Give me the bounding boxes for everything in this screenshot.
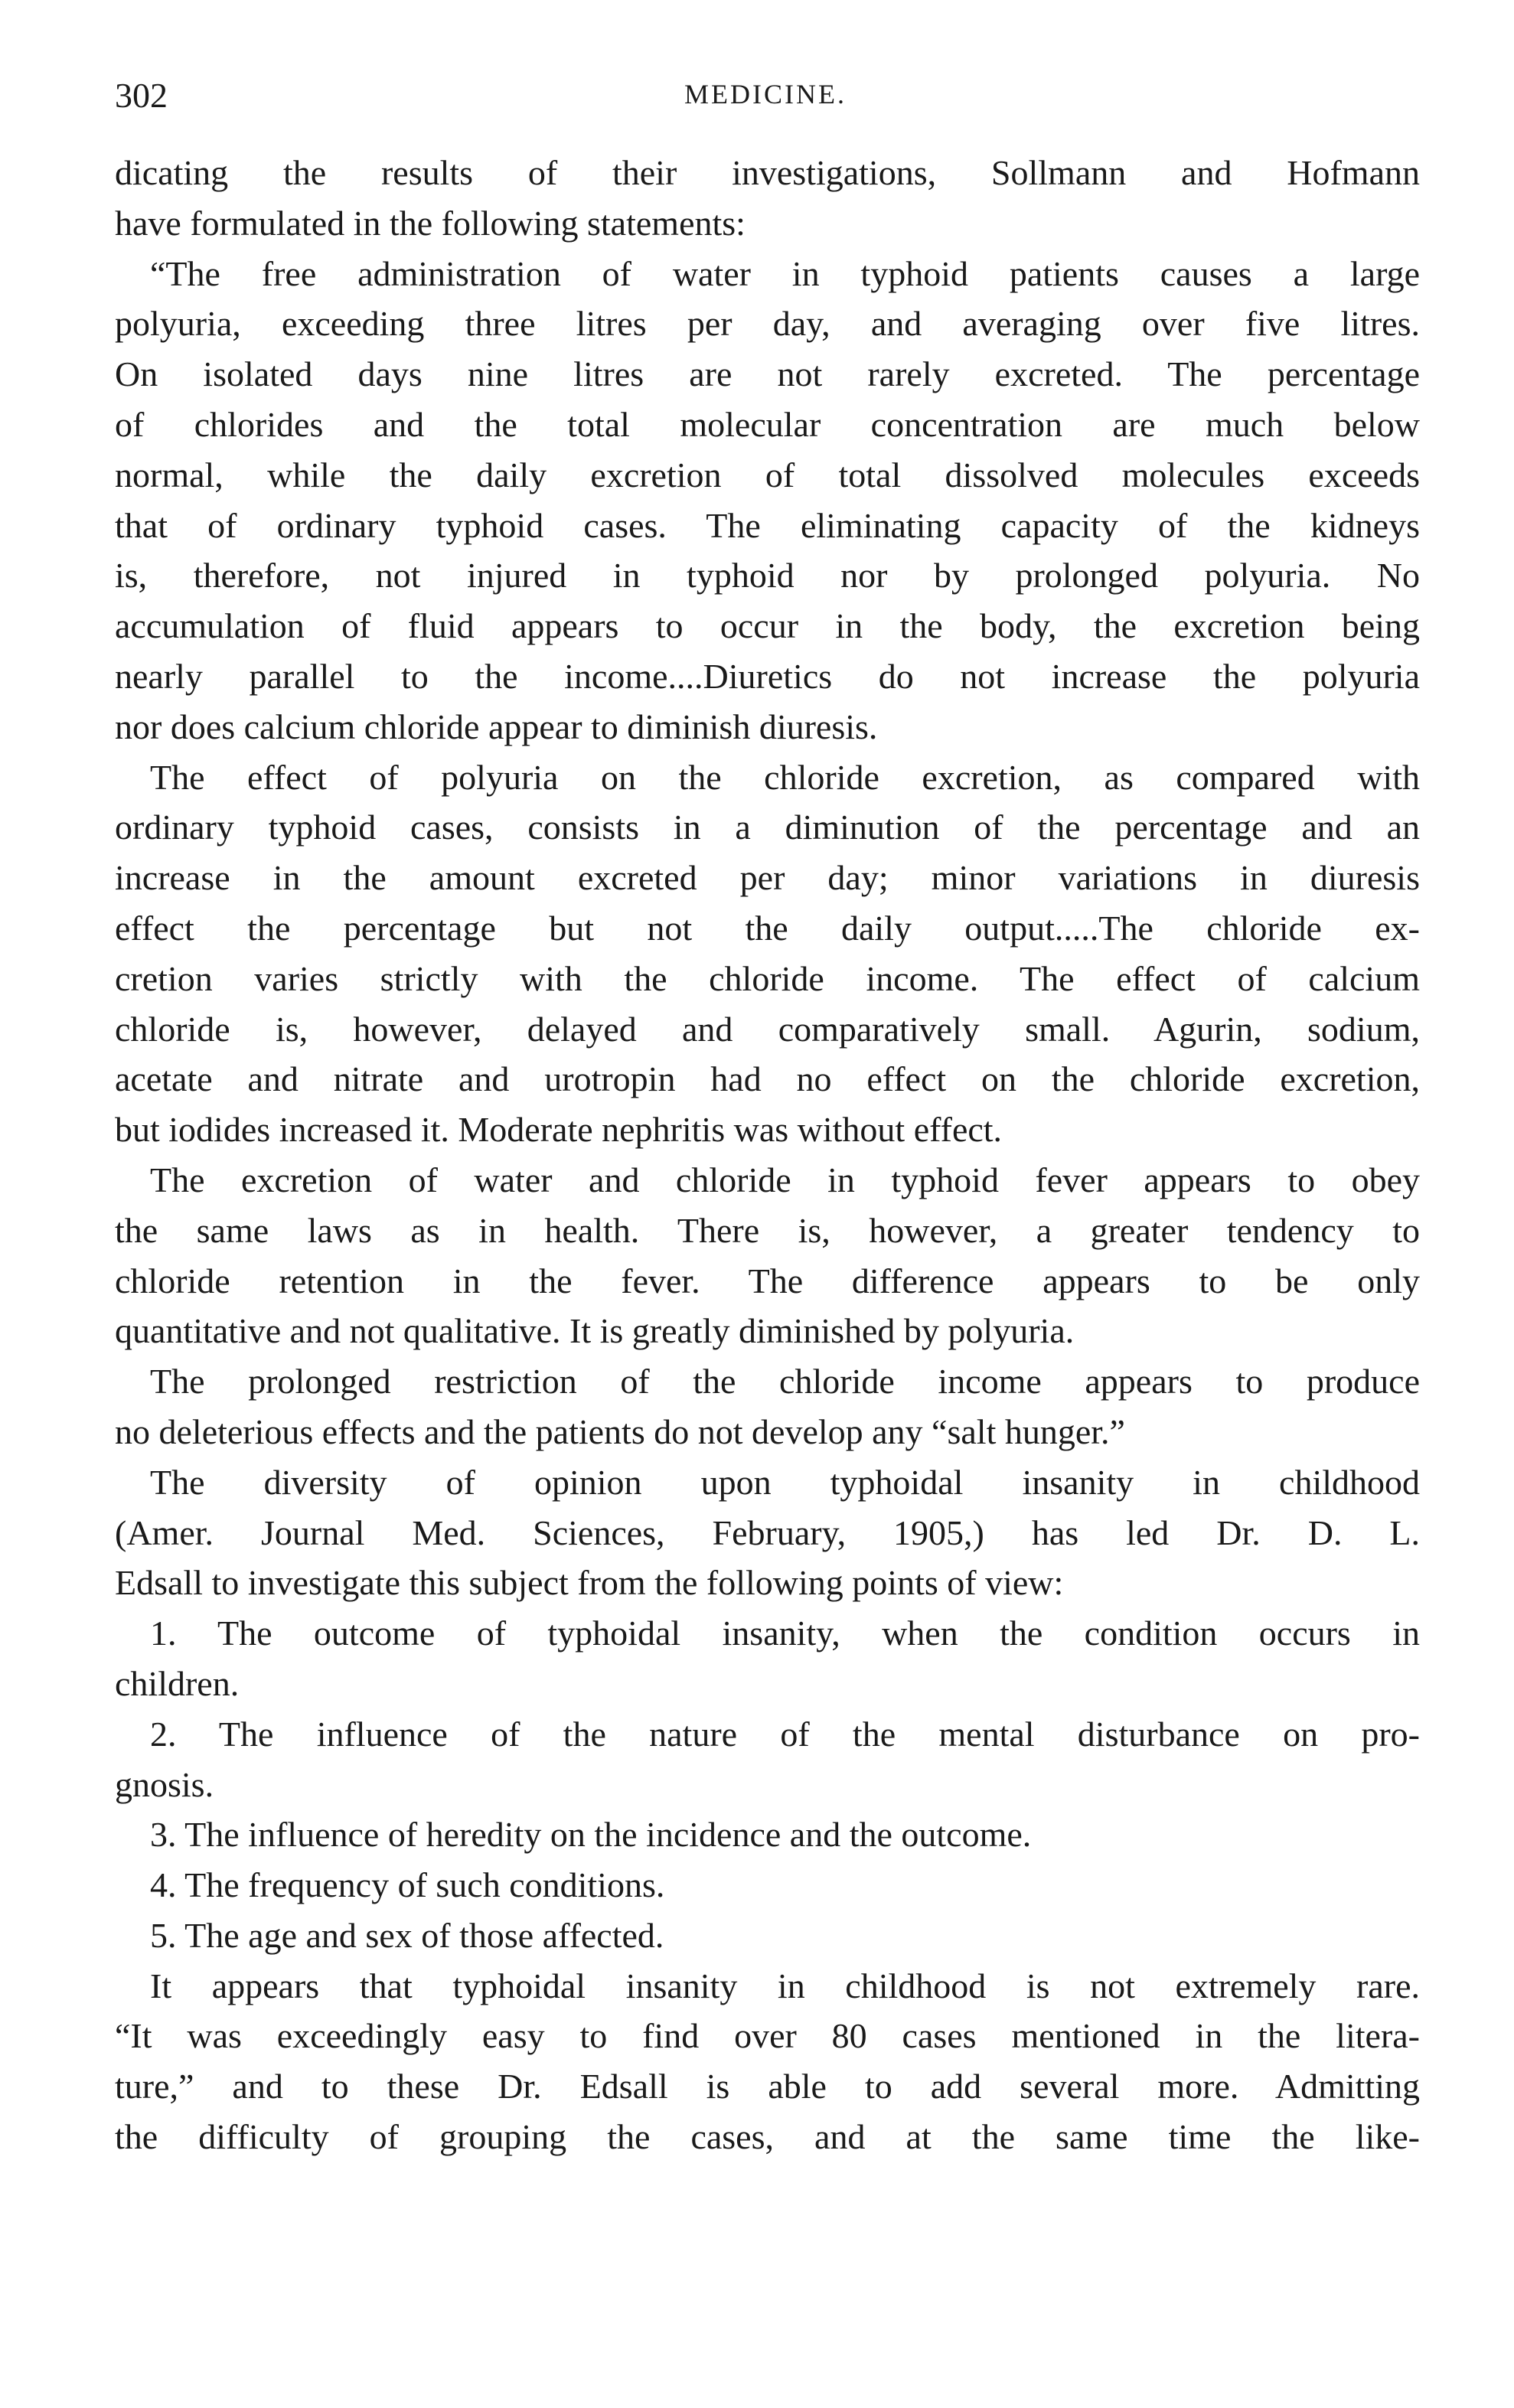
text-line: The excretion of water and chloride in typhoid fever appears to obey	[150, 1160, 1420, 1199]
text-line: acetate and nitrate and urotropin had no effect on the chloride excretion,	[115, 1059, 1420, 1099]
text-line: have formulated in the following statements:	[115, 203, 746, 243]
text-line: quantitative and not qualitative. It is greatly diminished by polyuria.	[115, 1311, 1075, 1351]
body-text	[115, 148, 1420, 2162]
text-line: 4. The frequency of such conditions.	[150, 1865, 665, 1905]
text-line: gnosis.	[115, 1764, 214, 1804]
text-line: ture,” and to these Dr. Edsall is able to add several more. Admitting	[115, 2067, 1420, 2106]
page-number: 302	[115, 76, 168, 115]
text-line: chloride is, however, delayed and comparatively small. Agurin, sodium,	[115, 1009, 1420, 1049]
text-line: “The free administration of water in typhoid patients causes a large	[150, 253, 1420, 293]
text-line: On isolated days nine litres are not rarely excreted. The percentage	[115, 354, 1420, 394]
text-line: polyuria, exceeding three litres per day, and averaging over five litres.	[115, 304, 1420, 344]
text-line: that of ordinary typhoid cases. The eliminating capacity of the kidneys	[115, 505, 1420, 545]
text-line: 1. The outcome of typhoidal insanity, when the condition occurs in	[150, 1613, 1420, 1653]
running-head: MEDICINE.	[684, 79, 847, 109]
text-line: children.	[115, 1663, 240, 1703]
text-line: 5. The age and sex of those affected.	[150, 1915, 664, 1955]
text-line: is, therefore, not injured in typhoid nor by prolonged polyuria. No	[115, 556, 1420, 595]
page-header	[115, 75, 1416, 121]
text-line: effect the percentage but not the daily output.....The chloride ex-	[115, 908, 1420, 948]
text-line: “It was exceedingly easy to find over 80 cases mentioned in the litera-	[115, 2016, 1420, 2056]
text-line: cretion varies strictly with the chloride income. The effect of calcium	[115, 958, 1420, 998]
text-line: chloride retention in the fever. The difference appears to be only	[115, 1261, 1420, 1300]
text-line: increase in the amount excreted per day; minor variations in diuresis	[115, 858, 1420, 898]
text-line: It appears that typhoidal insanity in childhood is not extremely rare.	[150, 1966, 1420, 2005]
text-line: 2. The influence of the nature of the mental disturbance on pro-	[150, 1714, 1420, 1754]
text-line: nearly parallel to the income....Diuretics do not increase the polyuria	[115, 656, 1420, 696]
text-line: The diversity of opinion upon typhoidal insanity in childhood	[150, 1462, 1420, 1502]
text-line: accumulation of fluid appears to occur in the body, the excretion being	[115, 606, 1420, 646]
text-line: but iodides increased it. Moderate nephritis was without effect.	[115, 1110, 1003, 1150]
text-line: the difficulty of grouping the cases, and at the same time the like-	[115, 2117, 1420, 2157]
text-line: The prolonged restriction of the chloride income appears to produce	[150, 1362, 1420, 1401]
text-line: (Amer. Journal Med. Sciences, February, 1905,) has led Dr. D. L.	[115, 1512, 1420, 1552]
text-line: 3. The influence of heredity on the incidence and the outcome.	[150, 1815, 1032, 1855]
text-line: normal, while the daily excretion of total dissolved molecules exceeds	[115, 455, 1420, 494]
text-line: dicating the results of their investigations, Sollmann and Hofmann	[115, 153, 1420, 192]
text-line: the same laws as in health. There is, however, a greater tendency to	[115, 1210, 1420, 1250]
text-line: Edsall to investigate this subject from the following points of view:	[115, 1563, 1064, 1603]
text-line: nor does calcium chloride appear to diminish diuresis.	[115, 706, 878, 746]
text-line: no deleterious effects and the patients do not develop any “salt hunger.”	[115, 1411, 1125, 1451]
text-line: ordinary typhoid cases, consists in a diminution of the percentage and an	[115, 808, 1420, 847]
text-line: The effect of polyuria on the chloride excretion, as compared with	[150, 757, 1420, 797]
text-line: of chlorides and the total molecular concentration are much below	[115, 404, 1420, 444]
